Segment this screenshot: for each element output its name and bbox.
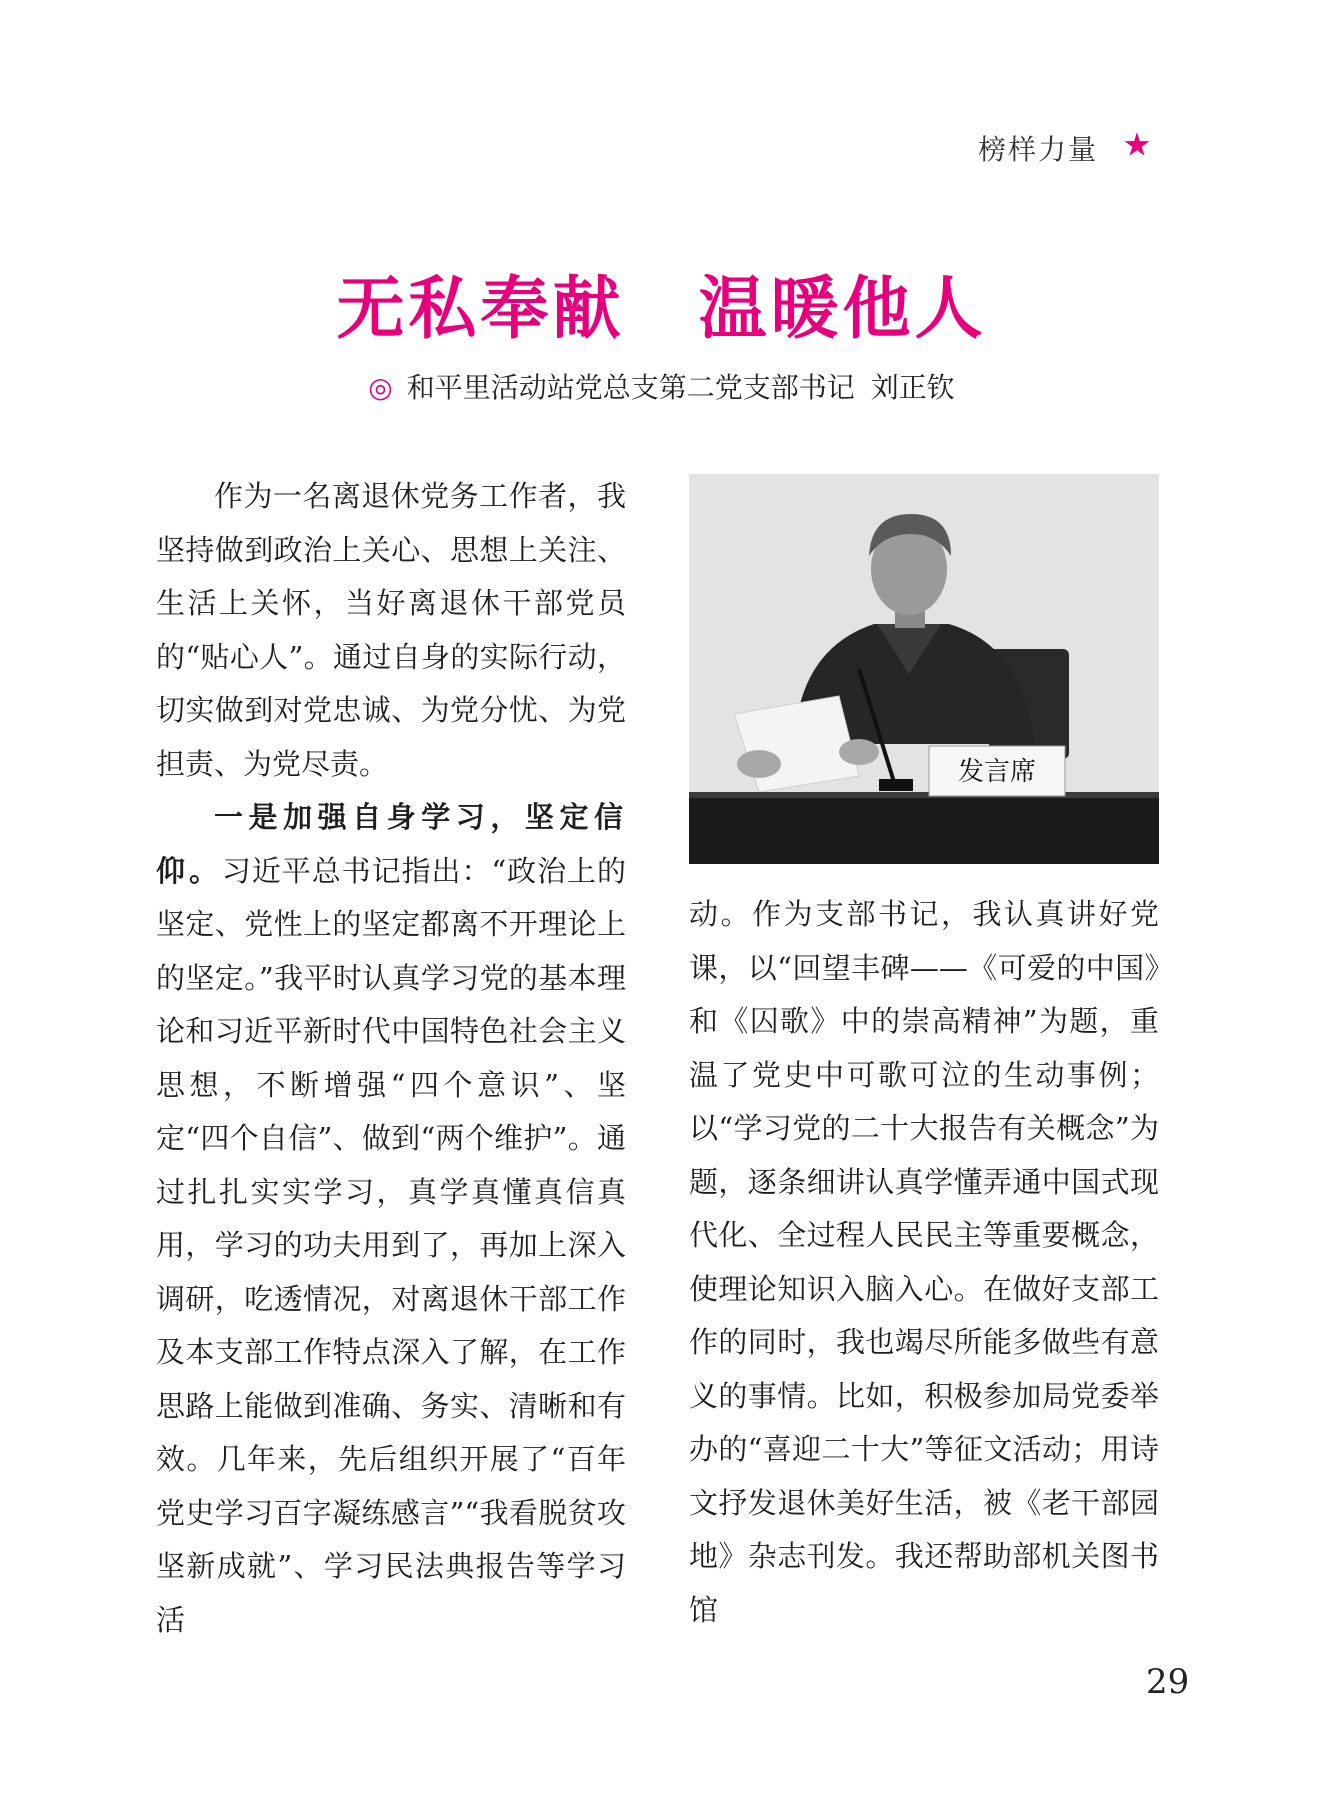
- author-position: 和平里活动站党总支第二党支部书记: [406, 371, 855, 404]
- body-column-left: [156, 470, 626, 1647]
- paragraph-2-heading: 一是加强自身学习，坚定信仰。: [156, 800, 626, 888]
- star-icon: [1124, 132, 1150, 158]
- page-number: 29: [1146, 1662, 1190, 1702]
- byline-mark-icon: ◎: [368, 371, 393, 404]
- paragraph-2-text: 习近平总书记指出：“政治上的坚定、党性上的坚定都离不开理论上的坚定。”我平时认真学习党的基本理论和习近平新时代中国特色社会主义思想，不断增强“四个意识”、坚定“四个自信”、做到“两个维护”。通过扎扎实实学习，真学真懂真信真用，学习的功夫用到了，再加上深入调研，吃透情况，对离退休干部工作及本支部工作特点深入了解，在工作思路上能做到准确、务实、清晰和有效。几年来，先后组织开展了“百年党史学习百字凝练感言”“我看脱贫攻坚新成就”、学习民法典报告等学习活: [156, 853, 626, 1637]
- title-part-1: 无私奉献: [336, 269, 625, 349]
- podium-sign-text: 发言席: [957, 757, 1037, 787]
- speaker-photo: [689, 474, 1159, 864]
- body-column-right: [689, 888, 1159, 1637]
- byline: [0, 366, 1323, 406]
- paragraph-1: 作为一名离退休党务工作者，我坚持做到政治上关心、思想上关注、生活上关怀，当好离退休干部党员的“贴心人”。通过自身的实际行动，切实做到对党忠诚、为党分忧、为党担责、为党尽责。: [156, 479, 626, 781]
- paragraph-2: [156, 791, 626, 1647]
- title-part-2: 温暖他人: [698, 269, 987, 349]
- article-title: [0, 255, 1323, 352]
- author-name: 刘正钦: [870, 371, 955, 404]
- section-label: 榜样力量: [978, 133, 1099, 166]
- paragraph-2-continued: 动。作为支部书记，我认真讲好党课，以“回望丰碑——《可爱的中国》和《囚歌》中的崇高精神”为题，重温了党史中可歌可泣的生动事例；以“学习党的二十大报告有关概念”为题，逐条细讲认真学懂弄通中国式现代化、全过程人民民主等重要概念，使理论知识入脑入心。在做好支部工作的同时，我也竭尽所能多做些有意义的事情。比如，积极参加局党委举办的“喜迎二十大”等征文活动；用诗文抒发退休美好生活，被《老干部园地》杂志刊发。我还帮助部机关图书馆: [689, 897, 1159, 1627]
